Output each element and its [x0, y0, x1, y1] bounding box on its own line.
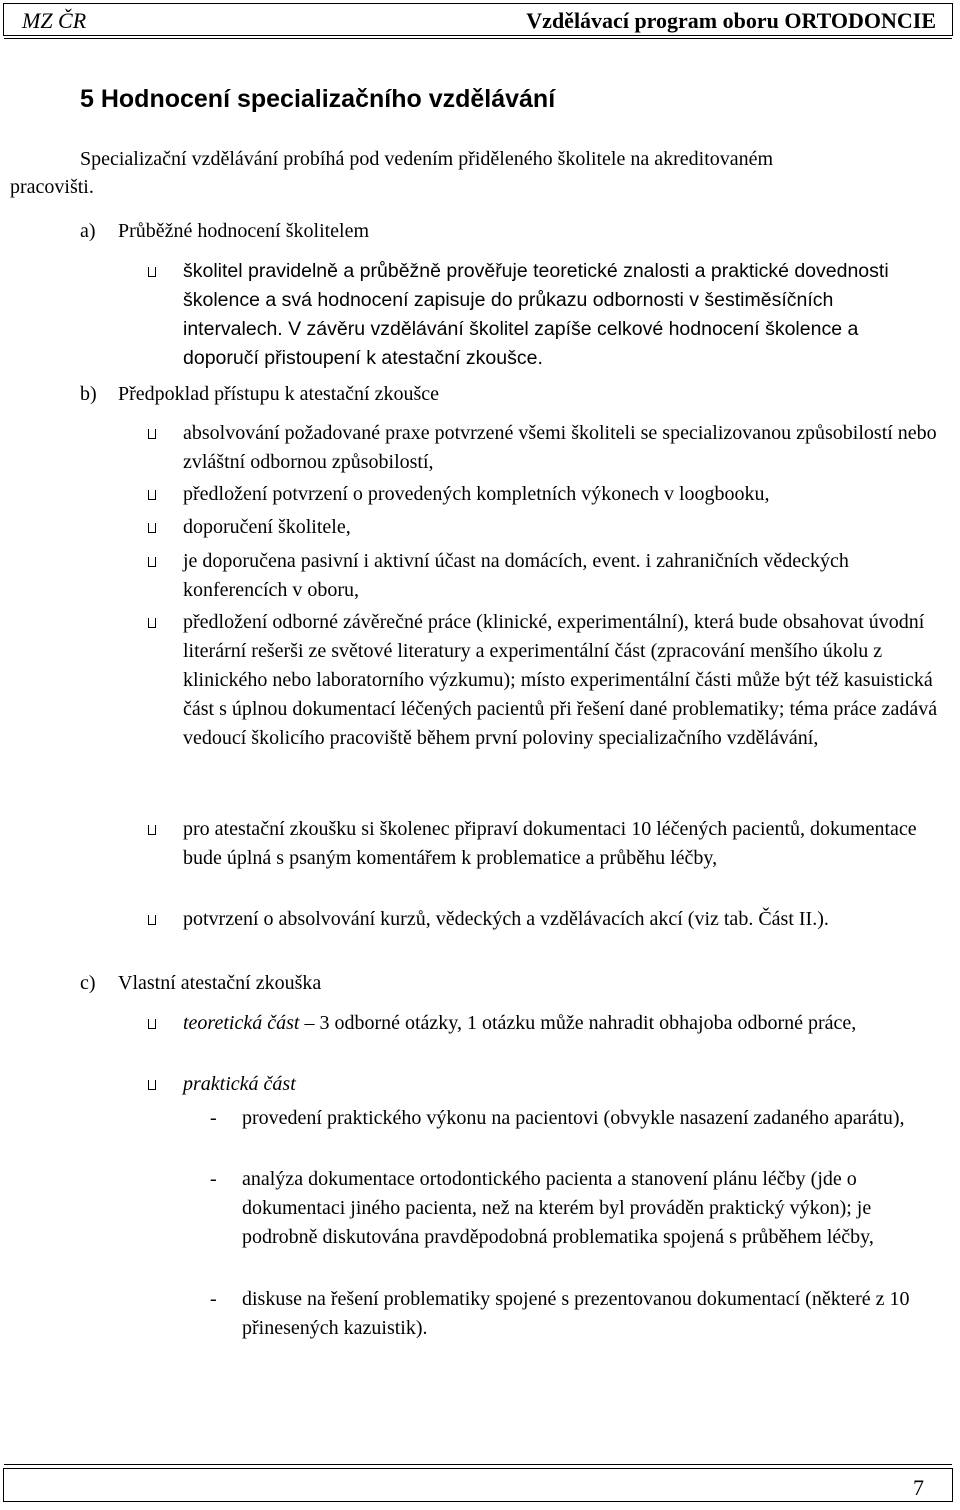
section-a-letter: a)	[80, 220, 96, 242]
page-number: 7	[913, 1475, 924, 1500]
list-item	[148, 547, 938, 605]
header-program-title: Vzdělávací program oboru ORTODONCIE	[526, 8, 936, 33]
sub-list-item	[210, 1165, 950, 1252]
intro-paragraph	[10, 145, 960, 201]
bullet-icon	[148, 523, 156, 533]
list-item	[148, 480, 938, 509]
bullet-icon	[148, 1019, 156, 1029]
practical-sub-item-3: diskuse na řešení problematiky spojené s prezentovanou dokumentací (některé z 10 přinesených kazuistik).	[242, 1288, 910, 1339]
section-b-item-6: pro atestační zkoušku si školenec připraví dokumentaci 10 léčených pacientů, dokumentace bude úplná s psaným komentářem k problematice a průběhu léčby,	[183, 818, 917, 869]
list-item	[148, 257, 908, 373]
page-title: 5 Hodnocení specializačního vzdělávání	[80, 85, 556, 113]
theory-label: teoretická část	[183, 1012, 300, 1034]
list-item	[148, 513, 938, 542]
section-b-item-4: je doporučena pasivní i aktivní účast na domácích, event. i zahraničních vědeckých konferencích v oboru,	[183, 550, 849, 601]
section-b-letter: b)	[80, 383, 97, 405]
intro-line-1: Specializační vzdělávání probíhá pod vedením přiděleného školitele na akreditovaném	[80, 148, 774, 170]
intro-line-2: pracovišti.	[10, 176, 94, 198]
bullet-icon	[148, 618, 156, 628]
practical-sub-item-2: analýza dokumentace ortodontického pacienta a stanovení plánu léčby (jde o dokumentaci jiného pacienta, než na kterém byl prováděn praktický výkon); je podrobně diskutována pravděpodobná problematika spojená s průběhem léčby,	[242, 1168, 874, 1248]
bullet-icon	[148, 825, 156, 835]
bullet-icon	[148, 490, 156, 500]
list-item	[148, 905, 938, 934]
theory-text: – 3 odborné otázky, 1 otázku může nahradit obhajoba odborné práce,	[299, 1012, 857, 1034]
bullet-icon	[148, 429, 156, 439]
section-a-title: Průběžné hodnocení školitelem	[118, 220, 370, 242]
section-b-item-7: potvrzení o absolvování kurzů, vědeckých a vzdělávacích akcí (viz tab. Část II.).	[183, 908, 829, 930]
sub-list-item	[210, 1285, 950, 1343]
list-item	[148, 815, 938, 873]
page-footer	[3, 1468, 953, 1502]
section-b-item-5: předložení odborné závěrečné práce (klinické, experimentální), která bude obsahovat úvodní literární rešerši ze světové literatury a experimentální část (zpracování menšího úkolu z klinického nebo laboratorního výzkumu); místo experimentální části může být též kasuistická část s úplnou dokumentací léčených pacientů při řešení dané problematiky; téma práce zadává vedoucí školicího pracoviště během první poloviny specializačního vzdělávání,	[183, 611, 938, 749]
page-header	[3, 3, 953, 36]
dash-icon: -	[210, 1168, 217, 1190]
section-b-title: Předpoklad přístupu k atestační zkoušce	[118, 383, 440, 405]
section-c-letter: c)	[80, 972, 96, 994]
sub-list-item	[210, 1104, 950, 1133]
section-b-heading	[80, 383, 439, 406]
section-c-title: Vlastní atestační zkouška	[118, 972, 322, 994]
practical-label: praktická část	[183, 1073, 296, 1095]
bullet-icon	[148, 557, 156, 567]
section-a-heading	[80, 220, 369, 243]
header-ministry: MZ ČR	[22, 8, 87, 33]
dash-icon: -	[210, 1288, 217, 1310]
section-c-heading	[80, 972, 321, 995]
list-item	[148, 419, 938, 477]
section-a-item-1: školitel pravidelně a průběžně prověřuje teoretické znalosti a praktické dovednosti školence a svá hodnocení zapisuje do průkazu odbornosti v šestiměsíčních intervalech. V závěru vzdělávání školitel zapíše celkové hodnocení školence a doporučí přistoupení k atestační zkoušce.	[183, 260, 889, 369]
list-item	[148, 608, 938, 753]
section-b-item-3: doporučení školitele,	[183, 516, 351, 538]
list-item	[148, 1070, 938, 1099]
dash-icon: -	[210, 1107, 217, 1129]
bullet-icon	[148, 915, 156, 925]
bullet-icon	[148, 267, 156, 277]
section-b-item-1: absolvování požadované praxe potvrzené všemi školiteli se specializovanou způsobilostí nebo zvláštní odbornou způsobilostí,	[183, 422, 937, 473]
list-item	[148, 1009, 938, 1038]
section-c-theory	[183, 1009, 938, 1038]
practical-sub-item-1: provedení praktického výkonu na pacientovi (obvykle nasazení zadaného aparátu),	[242, 1107, 905, 1129]
section-c-practical	[183, 1070, 938, 1099]
bullet-icon	[148, 1080, 156, 1090]
section-b-item-2: předložení potvrzení o provedených kompletních výkonech v loogbooku,	[183, 483, 770, 505]
